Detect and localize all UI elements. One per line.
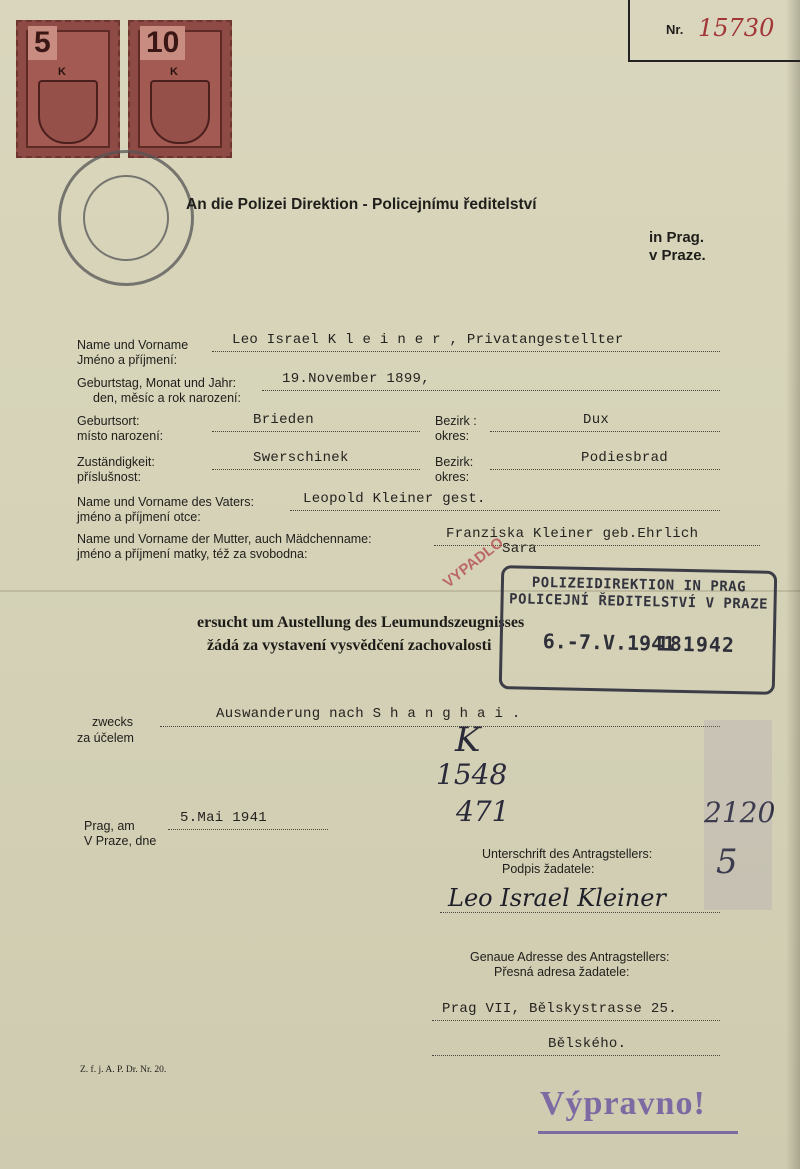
tax-stamp-5 bbox=[16, 20, 120, 158]
coat-of-arms-icon bbox=[150, 80, 210, 144]
birthplace-line bbox=[212, 431, 420, 432]
vypadlo-stamp: VYPADLO bbox=[440, 534, 507, 592]
tax-stamp-value: 5 bbox=[28, 26, 57, 60]
address-line2: Bělského. bbox=[548, 1036, 627, 1052]
signature-handwritten: Leo Israel Kleiner bbox=[448, 884, 666, 912]
paper-edge bbox=[786, 0, 800, 1169]
purpose-value: Auswanderung nach S h a n g h a i . bbox=[216, 706, 521, 722]
place-label-cz: V Praze, dne bbox=[84, 834, 157, 848]
residence-label-de: Zuständigkeit: bbox=[77, 455, 155, 469]
title-city-cz: v Praze. bbox=[649, 247, 706, 264]
birthplace-value: Brieden bbox=[253, 412, 314, 428]
police-directorate-stamp bbox=[499, 565, 778, 695]
district2-label-cz: okres: bbox=[435, 470, 470, 484]
district-line bbox=[490, 431, 720, 432]
vypravno-underline bbox=[538, 1131, 738, 1134]
district2-value: Podiesbrad bbox=[581, 450, 669, 466]
address-line1-rule bbox=[432, 1020, 720, 1021]
number-box bbox=[628, 0, 800, 62]
document-title: An die Polizei Direktion - Policejnímu ředitelství bbox=[186, 196, 537, 213]
residence-line bbox=[212, 469, 420, 470]
birthplace-label-de: Geburtsort: bbox=[77, 414, 140, 428]
nr-value: 15730 bbox=[698, 14, 775, 42]
request-line-de: ersucht um Austellung des Leumundszeugnisses bbox=[197, 614, 525, 631]
father-label-de: Name und Vorname des Vaters: bbox=[77, 495, 254, 509]
mother-value: Franziska Kleiner geb.Ehrlich bbox=[446, 526, 699, 542]
residence-label-cz: příslušnost: bbox=[77, 470, 141, 484]
tax-stamp-unit: K bbox=[170, 66, 178, 78]
birth-line bbox=[262, 390, 720, 391]
signature-label-de: Unterschrift des Antragstellers: bbox=[482, 847, 653, 861]
birthplace-label-cz: místo narození: bbox=[77, 429, 164, 443]
round-seal-stamp bbox=[58, 150, 194, 286]
place-label-de: Prag, am bbox=[84, 819, 135, 833]
birth-label-de: Geburtstag, Monat und Jahr: bbox=[77, 376, 237, 390]
mother-value-2: Sara bbox=[502, 541, 537, 557]
tax-stamp-10 bbox=[128, 20, 232, 158]
address-label-de: Genaue Adresse des Antragstellers: bbox=[470, 950, 670, 964]
date-line bbox=[168, 829, 328, 830]
request-line-cz: žádá za vystavení vysvědčení zachovalosti bbox=[207, 637, 492, 654]
margin-stamp-shadow bbox=[704, 720, 772, 910]
address-label-cz: Přesná adresa žadatele: bbox=[494, 965, 630, 979]
vypravno-stamp: Výpravno! bbox=[540, 1085, 706, 1122]
address-line1: Prag VII, Bělskystrasse 25. bbox=[442, 1001, 677, 1017]
form-code: Z. f. j. A. P. Dr. Nr. 20. bbox=[80, 1065, 167, 1075]
signature-line bbox=[440, 912, 720, 913]
handwritten-number-1: 1548 bbox=[436, 758, 508, 791]
father-line bbox=[290, 510, 720, 511]
mother-label-de: Name und Vorname der Mutter, auch Mädchenname: bbox=[77, 532, 372, 546]
police-stamp-line2: POLICEJNÍ ŘEDITELSTVÍ V PRAZE bbox=[508, 591, 769, 613]
handwritten-number-3: 2120 bbox=[704, 796, 776, 829]
title-city-de: in Prag. bbox=[649, 229, 705, 246]
birth-value: 19.November 1899, bbox=[282, 371, 430, 387]
father-value: Leopold Kleiner gest. bbox=[303, 491, 486, 507]
name-label-cz: Jméno a příjmení: bbox=[77, 353, 178, 367]
signature-label-cz: Podpis žadatele: bbox=[502, 862, 595, 876]
father-label-cz: jméno a příjmení otce: bbox=[77, 510, 201, 524]
tax-stamp-value: 10 bbox=[140, 26, 185, 60]
residence-value: Swerschinek bbox=[253, 450, 349, 466]
police-stamp-date: 6.-7.V.1941 bbox=[542, 629, 676, 656]
district2-label-de: Bezirk: bbox=[435, 455, 474, 469]
address-line2-rule bbox=[432, 1055, 720, 1056]
district-label-cz: okres: bbox=[435, 429, 470, 443]
birth-label-cz: den, měsíc a rok narození: bbox=[93, 391, 241, 405]
tax-stamp-unit: K bbox=[58, 66, 66, 78]
police-stamp-number: 181942 bbox=[656, 631, 736, 658]
purpose-line bbox=[160, 726, 720, 727]
date-value: 5.Mai 1941 bbox=[180, 810, 268, 826]
police-stamp-line1: POLIZEIDIREKTION IN PRAG bbox=[531, 574, 747, 596]
mother-label-cz: jméno a příjmení matky, též za svobodna: bbox=[77, 547, 308, 561]
district-label-de: Bezirk : bbox=[435, 414, 477, 428]
district2-line bbox=[490, 469, 720, 470]
handwritten-k: K bbox=[455, 720, 481, 760]
purpose-label-de: zwecks bbox=[92, 715, 133, 729]
district-value: Dux bbox=[583, 412, 610, 428]
name-value: Leo Israel K l e i n e r , Privatangestellter bbox=[232, 332, 624, 348]
nr-label: Nr. bbox=[666, 22, 684, 37]
coat-of-arms-icon bbox=[38, 80, 98, 144]
handwritten-number-4: 5 bbox=[716, 842, 738, 882]
name-line bbox=[212, 351, 720, 352]
purpose-label-cz: za účelem bbox=[77, 731, 134, 745]
handwritten-number-2: 471 bbox=[456, 795, 510, 828]
name-label-de: Name und Vorname bbox=[77, 338, 189, 352]
